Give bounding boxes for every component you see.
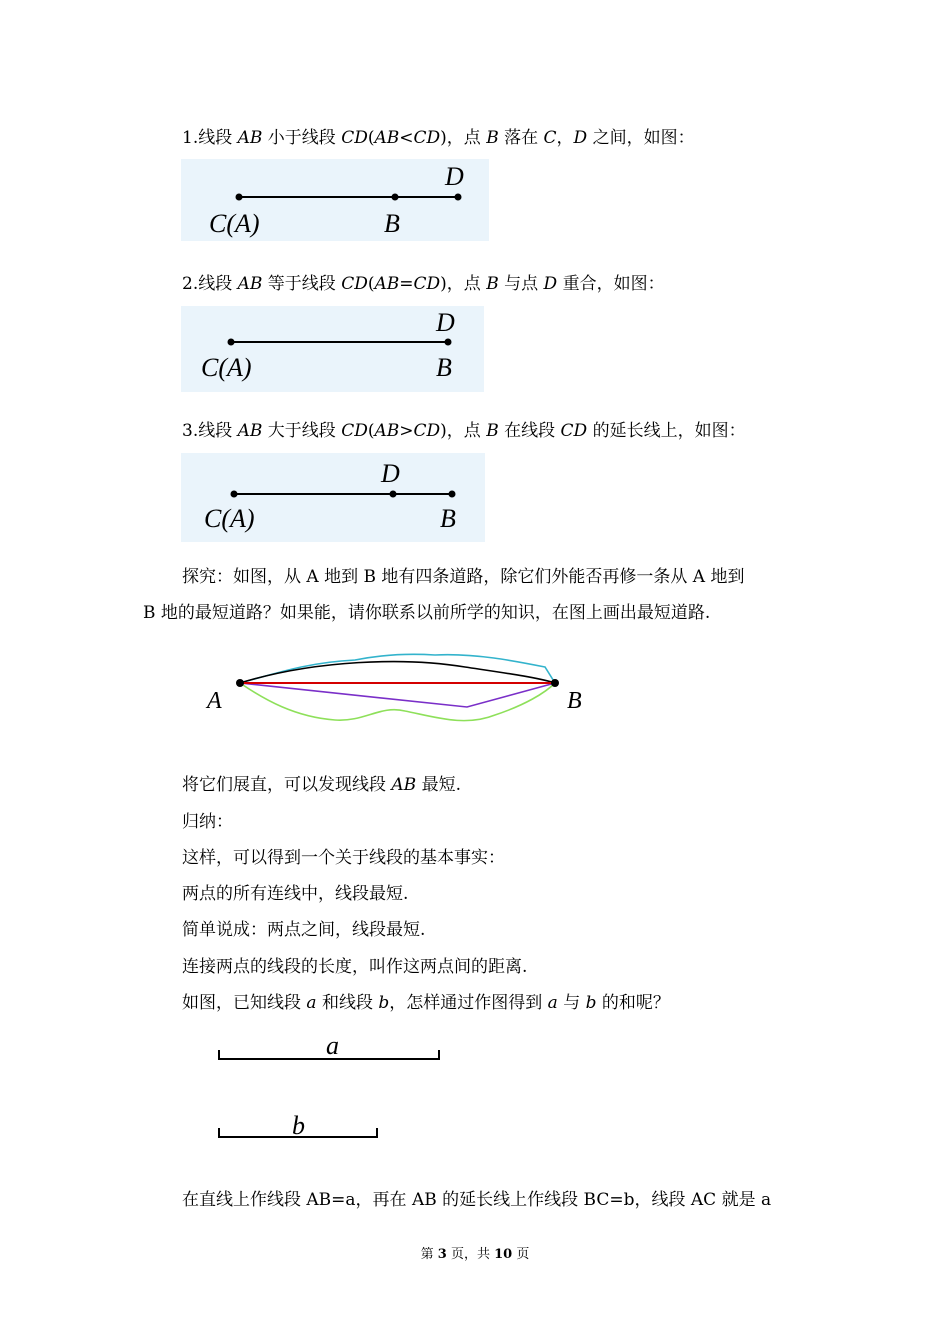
figure-four-roads	[195, 645, 595, 730]
label-d: D	[436, 308, 455, 337]
figure-ab-equals-cd	[181, 306, 484, 392]
figure-ab-greater-than-cd	[181, 453, 485, 542]
label-d: D	[445, 162, 464, 191]
item-3-text: 3.线段 AB 大于线段 CD(AB>CD)，点 B 在线段 CD 的延长线上，如图：	[182, 421, 746, 441]
point-b	[551, 679, 559, 687]
label-c-a: C(A)	[209, 209, 260, 238]
point-d-b	[445, 339, 452, 346]
item-2-text: 2.线段 AB 等于线段 CD(AB=CD)，点 B 与点 D 重合，如图：	[182, 274, 665, 294]
label-b: B	[567, 688, 582, 714]
simple-statement: 简单说成：两点之间，线段最短.	[182, 920, 426, 940]
point-b	[449, 491, 456, 498]
point-c	[228, 339, 235, 346]
road-black	[240, 662, 555, 683]
figure-ab-less-than-cd	[181, 159, 489, 241]
point-b	[392, 194, 399, 201]
label-a: a	[326, 1031, 339, 1060]
item-1-text: 1.线段 AB 小于线段 CD(AB<CD)，点 B 落在 C，D 之间，如图：	[182, 128, 695, 148]
distance-definition: 连接两点的线段的长度，叫作这两点间的距离.	[182, 957, 528, 977]
figure-segments-a-b	[210, 1030, 450, 1150]
label-a: A	[207, 688, 222, 714]
construction-text: 在直线上作线段 AB=a，再在 AB 的延长线上作线段 BC=b，线段 AC 就是 a	[182, 1190, 772, 1210]
fact-intro: 这样，可以得到一个关于线段的基本事实：	[182, 848, 505, 868]
label-c-a: C(A)	[201, 353, 252, 382]
label-b: B	[436, 353, 452, 382]
induction-heading: 归纳：	[182, 812, 233, 832]
label-b: b	[292, 1111, 305, 1140]
conclusion-shortest: 将它们展直，可以发现线段 AB 最短.	[182, 775, 461, 795]
sum-question: 如图，已知线段 a 和线段 b，怎样通过作图得到 a 与 b 的和呢？	[182, 993, 670, 1013]
point-c	[231, 491, 238, 498]
explore-line-1: 探究：如图，从 A 地到 B 地有四条道路，除它们外能否再修一条从 A 地到	[182, 567, 745, 587]
road-cyan	[240, 654, 555, 683]
point-d	[390, 491, 397, 498]
point-a	[236, 679, 244, 687]
road-purple	[240, 683, 555, 707]
point-d	[455, 194, 462, 201]
explore-line-2: B 地的最短道路？如果能，请你联系以前所学的知识，在图上画出最短道路.	[143, 603, 711, 623]
point-c	[236, 194, 243, 201]
basic-fact: 两点的所有连线中，线段最短.	[182, 884, 409, 904]
label-b: B	[384, 209, 400, 238]
label-d: D	[381, 459, 400, 488]
label-b: B	[440, 504, 456, 533]
label-c-a: C(A)	[204, 504, 255, 533]
page-footer: 第 3 页，共 10 页	[420, 1247, 530, 1262]
